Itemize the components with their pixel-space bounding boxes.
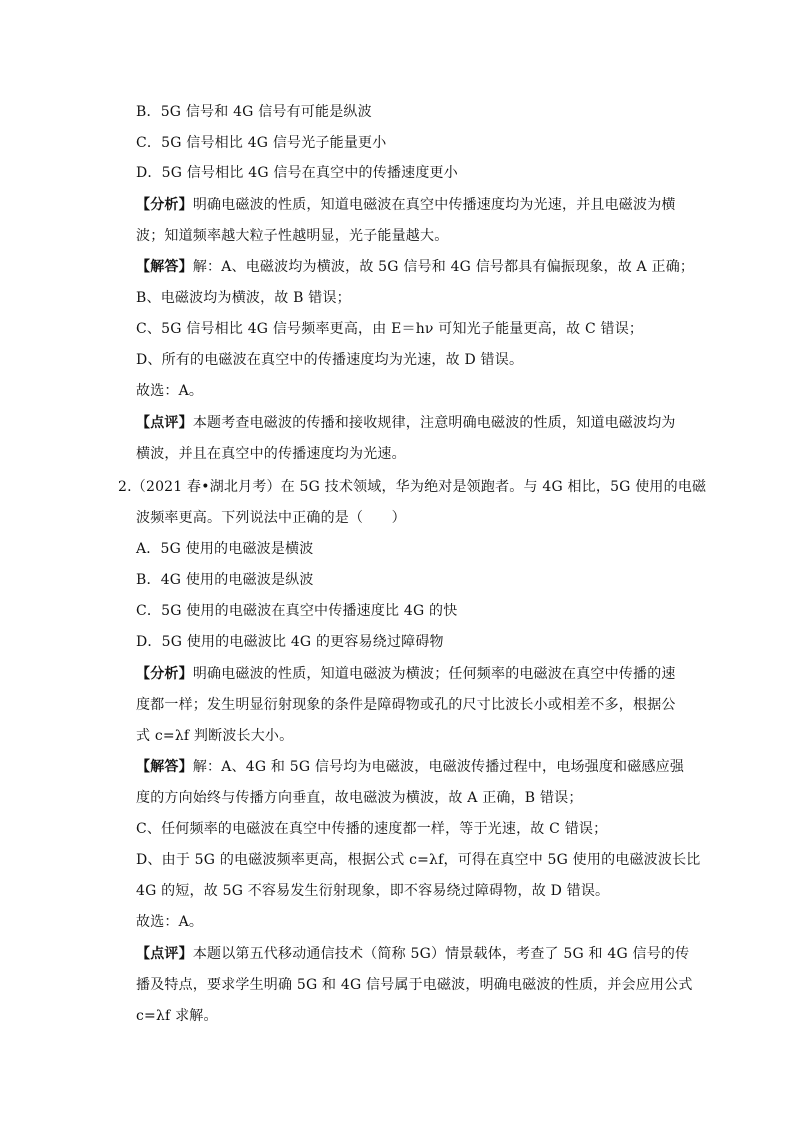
q1-answer-line-3: C、5G 信号相比 4G 信号频率更高，由 E＝hν 可知光子能量更高，故 C 错误； bbox=[136, 321, 644, 337]
comment-tag: 【点评】 bbox=[136, 946, 193, 962]
q2-option-b: B．4G 使用的电磁波是纵波 bbox=[136, 572, 314, 588]
q2-option-a: A．5G 使用的电磁波是横波 bbox=[136, 541, 314, 557]
q1-comment-line-1 bbox=[136, 413, 676, 433]
q2-stem-line-2: 波频率更高。下列说法中正确的是（ ） bbox=[136, 510, 406, 526]
answer-text: 解：A、4G 和 5G 信号均为电磁波，电磁波传播过程中，电场强度和磁感应强 bbox=[192, 759, 685, 775]
comment-tag: 【点评】 bbox=[136, 415, 193, 431]
q2-analysis-line-2: 度都一样；发生明显衍射现象的条件是障碍物或孔的尺寸比波长小或相差不多，根据公 bbox=[136, 697, 676, 713]
q1-option-b: B．5G 信号和 4G 信号有可能是纵波 bbox=[136, 104, 372, 120]
answer-tag: 【解答】 bbox=[136, 259, 193, 275]
q1-comment-line-2: 横波，并且在真空中的传播速度均为光速。 bbox=[136, 446, 406, 462]
q1-answer-line-2: B、电磁波均为横波，故 B 错误； bbox=[136, 290, 351, 306]
analysis-tag: 【分析】 bbox=[136, 666, 193, 682]
answer-text: 解：A、电磁波均为横波，故 5G 信号和 4G 信号都具有偏振现象，故 A 正确； bbox=[192, 259, 695, 275]
q2-comment-line-2: 播及特点，要求学生明确 5G 和 4G 信号属于电磁波，明确电磁波的性质，并会应用公式 bbox=[136, 977, 693, 993]
q2-answer-line-4: D、由于 5G 的电磁波频率更高，根据公式 c=λf，可得在真空中 5G 使用的电磁波波长比 bbox=[136, 852, 701, 868]
q2-comment-line-3: c=λf 求解。 bbox=[136, 1008, 218, 1024]
q2-comment-line-1 bbox=[136, 944, 689, 964]
answer-tag: 【解答】 bbox=[136, 759, 193, 775]
q1-option-c: C．5G 信号相比 4G 信号光子能量更小 bbox=[136, 135, 387, 151]
q1-choice: 故选：A。 bbox=[136, 383, 204, 399]
q2-option-d: D．5G 使用的电磁波比 4G 的更容易绕过障碍物 bbox=[136, 634, 444, 650]
q2-answer-line-5: 4G 的短，故 5G 不容易发生衍射现象，即不容易绕过障碍物，故 D 错误。 bbox=[136, 883, 610, 899]
q2-stem-line-1: 2.（2021 春•湖北月考）在 5G 技术领域，华为绝对是领跑者。与 4G 相比，5G 使用的电磁 bbox=[118, 479, 707, 495]
q1-analysis-line-2: 波；知道频率越大粒子性越明显，光子能量越大。 bbox=[136, 228, 449, 244]
comment-text: 本题考查电磁波的传播和接收规律，注意明确电磁波的性质，知道电磁波均为 bbox=[192, 415, 676, 431]
q2-analysis-line-3: 式 c=λf 判断波长大小。 bbox=[136, 728, 294, 744]
q1-analysis-line-1 bbox=[136, 195, 676, 215]
q1-option-d: D．5G 信号相比 4G 信号在真空中的传播速度更小 bbox=[136, 165, 458, 181]
q2-option-c: C．5G 使用的电磁波在真空中传播速度比 4G 的快 bbox=[136, 603, 458, 619]
q2-answer-line-3: C、任何频率的电磁波在真空中传播的速度都一样，等于光速，故 C 错误； bbox=[136, 821, 608, 837]
comment-text: 本题以第五代移动通信技术（简称 5G）情景载体，考查了 5G 和 4G 信号的传 bbox=[192, 946, 690, 962]
q2-answer-line-2: 度的方向始终与传播方向垂直，故电磁波为横波，故 A 正确，B 错误； bbox=[136, 790, 583, 806]
q2-choice: 故选：A。 bbox=[136, 914, 204, 930]
q1-answer-line-4: D、所有的电磁波在真空中的传播速度均为光速，故 D 错误。 bbox=[136, 352, 524, 368]
analysis-text: 明确电磁波的性质，知道电磁波在真空中传播速度均为光速，并且电磁波为横 bbox=[192, 197, 676, 213]
analysis-tag: 【分析】 bbox=[136, 197, 193, 213]
q1-answer-line-1 bbox=[136, 257, 694, 277]
q2-answer-line-1 bbox=[136, 757, 684, 777]
analysis-text: 明确电磁波的性质，知道电磁波为横波；任何频率的电磁波在真空中传播的速 bbox=[192, 666, 676, 682]
q2-analysis-line-1 bbox=[136, 664, 676, 684]
